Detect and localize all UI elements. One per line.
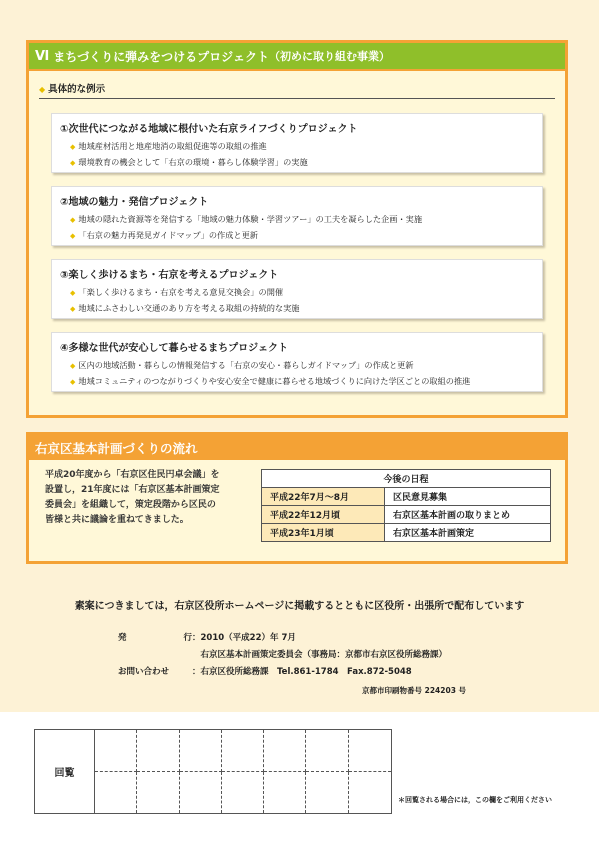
project-item-text: 地域にふさわしい交通のあり方を考える取組の持続的な実施 (78, 303, 300, 313)
circulation-cell (137, 730, 179, 772)
schedule-when: 平成23年1月頃 (262, 524, 385, 542)
circulation-note: ＊回覧される場合には，この欄をご利用ください (398, 796, 552, 804)
circulation-cell (306, 772, 348, 814)
project-item-text: 区内の地域活動・暮らしの情報発信する「右京の安心・暮らしガイドマップ」の作成と更新 (78, 360, 414, 370)
circulation-label: 回覧 (35, 730, 95, 813)
project-item (70, 358, 542, 374)
circulation-cell (180, 730, 222, 772)
circulation-cell (95, 772, 137, 814)
project-item-text: 地域産材活用と地産地消の取組促進等の取組の推進 (78, 141, 267, 151)
section-6-subtitle: （初めに取り組む事業） (268, 50, 390, 63)
project-title: ①次世代につながる地域に根付いた右京ライフづくりプロジェクト (60, 124, 358, 135)
colon: ： (192, 666, 201, 677)
issue-label (118, 631, 192, 643)
project-item (70, 212, 542, 228)
table-row (262, 524, 551, 542)
section-6-numeral: Ⅵ (35, 48, 50, 64)
schedule-header: 今後の日程 (262, 470, 551, 488)
schedule-what: 右京区基本計画策定 (385, 524, 551, 542)
diamond-bullet-icon: ◆ (70, 159, 76, 167)
project-card-3 (51, 259, 543, 319)
diamond-bullet-icon: ◆ (70, 143, 76, 151)
contact-label-text: お問い合わせ (118, 666, 170, 677)
project-item-text: 「右京の魅力再発見ガイドマップ」の作成と更新 (78, 230, 258, 240)
flow-text-line: 平成20年度から「右京区住民円卓会議」を (45, 470, 220, 480)
project-title: ②地域の魅力・発信プロジェクト (60, 197, 209, 208)
contact: 右京区役所総務課 Tel.861-1784 Fax.872-5048 (200, 666, 412, 677)
circulation-cell (222, 730, 264, 772)
project-item-text: 「楽しく歩けるまち・右京を考える意見交換会」の開催 (78, 287, 284, 297)
issuer-row (118, 645, 447, 662)
project-card-2 (51, 186, 543, 246)
project-item (70, 301, 542, 317)
issuer: 右京区基本計画策定委員会（事務局：京都市右京区役所総務課） (200, 649, 448, 660)
circulation-cell (306, 730, 348, 772)
distribution-notice: 素案につきましては，右京区役所ホームページに掲載するとともに区役所・出張所で配布しています (74, 601, 525, 612)
circulation-cell (264, 730, 306, 772)
publication-info (118, 628, 447, 679)
section-6-header (29, 43, 565, 69)
section-6-title: まちづくりに弾みをつけるプロジェクト (53, 49, 269, 64)
circulation-cell (264, 772, 306, 814)
schedule-table (261, 469, 551, 542)
project-item-text: 環境教育の機会として「右京の環境・暮らし体験学習」の実施 (78, 157, 308, 167)
section-6-box (26, 40, 568, 418)
flow-description (45, 468, 249, 528)
project-title: ④多様な世代が安心して暮らせるまちプロジェクト (60, 343, 288, 354)
circulation-cell (180, 772, 222, 814)
diamond-bullet-icon: ◆ (70, 305, 76, 313)
issue-label-a: 発 (118, 632, 127, 643)
project-item (70, 285, 542, 301)
project-item (70, 155, 542, 171)
diamond-bullet-icon: ◆ (70, 216, 76, 224)
diamond-icon: ◆ (39, 85, 46, 94)
project-card-4 (51, 332, 543, 392)
table-row (262, 506, 551, 524)
issue-label-b: 行 (183, 632, 192, 643)
flow-text-line: 設置し，21年度には「右京区基本計画策定 (45, 485, 220, 495)
examples-heading (39, 81, 555, 99)
diamond-bullet-icon: ◆ (70, 232, 76, 240)
circulation-table (34, 729, 392, 814)
contact-row (118, 662, 447, 679)
schedule-what: 右京区基本計画の取りまとめ (385, 506, 551, 524)
contact-label (118, 665, 192, 677)
diamond-bullet-icon: ◆ (70, 289, 76, 297)
table-row (262, 488, 551, 506)
examples-heading-text: 具体的な例示 (48, 84, 106, 95)
circulation-cell (349, 730, 391, 772)
flow-text-line: 委員会」を組織して，策定段階から区民の (45, 500, 216, 510)
schedule-when: 平成22年12月頃 (262, 506, 385, 524)
issue-date: 2010（平成22）年 7月 (200, 632, 296, 643)
circulation-cell (137, 772, 179, 814)
project-card-1 (51, 113, 543, 173)
colon: ： (192, 632, 201, 643)
project-item (70, 139, 542, 155)
flow-title: 右京区基本計画づくりの流れ (35, 440, 198, 456)
print-number: 京都市印刷物番号 224203 号 (362, 686, 467, 695)
issue-row (118, 628, 447, 645)
project-title: ③楽しく歩けるまち・右京を考えるプロジェクト (60, 270, 279, 281)
schedule-what: 区民意見募集 (385, 488, 551, 506)
schedule-when: 平成22年7月～8月 (262, 488, 385, 506)
diamond-bullet-icon: ◆ (70, 378, 76, 386)
flow-box (26, 432, 568, 564)
diamond-bullet-icon: ◆ (70, 362, 76, 370)
project-item-text: 地域の隠れた資源等を発信する「地域の魅力体験・学習ツアー」の工夫を凝らした企画・実施 (78, 214, 423, 224)
circulation-cell (222, 772, 264, 814)
circulation-cell (349, 772, 391, 814)
project-item (70, 374, 542, 390)
flow-text-line: 皆様と共に議論を重ねてきました。 (45, 515, 189, 525)
circulation-cell (95, 730, 137, 772)
section-6-body (29, 71, 565, 415)
project-item-text: 地域コミュニティのつながりづくりや安心安全で健康に暮らせる地域づくりに向けた学区ごとの取組の推進 (78, 376, 471, 386)
project-item (70, 228, 542, 244)
flow-body (29, 460, 565, 561)
